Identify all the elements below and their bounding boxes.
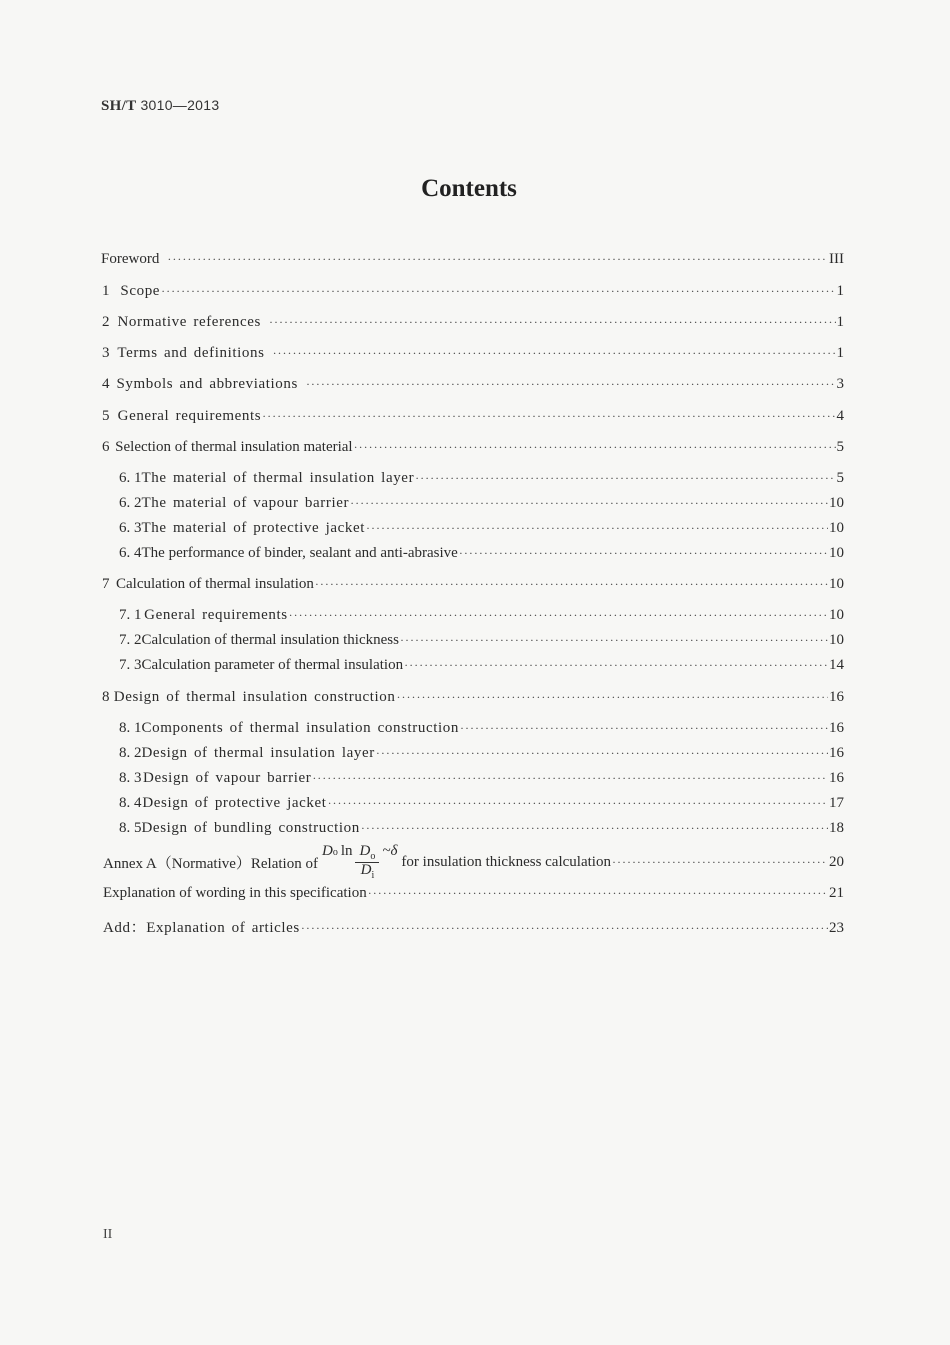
dot-leader	[397, 690, 829, 705]
toc-label: Selection of thermal insulation material	[115, 439, 353, 455]
toc-label: Normative references	[117, 314, 261, 330]
toc-page: 16	[829, 745, 844, 761]
toc-entry-6-4[interactable]	[0, 545, 950, 562]
toc-entry-section-7[interactable]	[0, 576, 950, 593]
toc-page: 10	[829, 545, 844, 561]
toc-entry-explanation[interactable]	[0, 885, 950, 902]
toc-label: Design of thermal insulation layer	[141, 745, 375, 761]
dot-leader	[366, 521, 828, 536]
dot-leader	[459, 546, 828, 561]
toc-page: III	[829, 251, 844, 267]
annex-formula	[322, 843, 397, 882]
toc-number: 6	[102, 439, 110, 455]
formula-ln: ln	[340, 842, 353, 859]
dot-leader	[306, 377, 836, 392]
dot-leader	[404, 658, 828, 673]
toc-entry-7-1[interactable]	[0, 607, 950, 624]
toc-page: 20	[829, 853, 844, 870]
toc-label-suffix: for insulation thickness calculation	[401, 853, 611, 870]
toc-number: 7. 3	[119, 657, 142, 673]
toc-page: 1	[836, 314, 844, 330]
fraction-numerator	[355, 844, 379, 864]
toc-page: 10	[829, 607, 844, 623]
toc-page: 3	[836, 376, 844, 392]
page-number: II	[103, 1227, 113, 1242]
toc-page: 14	[829, 657, 844, 673]
fraction-denominator	[357, 863, 379, 882]
toc-page: 21	[829, 885, 844, 901]
toc-label: The material of vapour barrier	[141, 495, 350, 511]
toc-label: Calculation of thermal insulation thickness	[141, 632, 399, 648]
toc-label: The performance of binder, sealant and anti-abrasive	[141, 545, 458, 561]
toc-entry-section-1[interactable]	[0, 283, 950, 300]
toc-page: 5	[836, 470, 844, 486]
toc-entry-section-3[interactable]	[0, 345, 950, 362]
dot-leader	[400, 633, 828, 648]
toc-page: 23	[829, 920, 844, 936]
toc-label: Design of thermal insulation construction	[113, 689, 396, 705]
dot-leader	[376, 746, 828, 761]
toc-entry-section-6[interactable]	[0, 439, 950, 456]
toc-page: 4	[836, 408, 844, 424]
toc-label: Symbols and abbreviations	[116, 376, 298, 392]
toc-page: 10	[829, 576, 844, 592]
toc-entry-8-3[interactable]	[0, 770, 950, 787]
toc-page: 1	[836, 345, 844, 361]
toc-page: 1	[836, 283, 844, 299]
toc-label: Terms and definitions	[117, 345, 265, 361]
toc-number: 6. 3	[119, 520, 142, 536]
denominator-sub: i	[371, 870, 375, 881]
toc-number: 8. 5	[119, 820, 142, 836]
dot-leader	[312, 771, 828, 786]
toc-entry-section-5[interactable]	[0, 408, 950, 425]
toc-entry-foreword[interactable]	[0, 251, 950, 268]
toc-number: 8. 2	[119, 745, 142, 761]
toc-number: 5	[102, 408, 110, 424]
toc-label: Components of thermal insulation construction	[141, 720, 459, 736]
toc-number: 7. 2	[119, 632, 142, 648]
formula-tilde-delta: ~δ	[382, 842, 398, 859]
toc-entry-8-2[interactable]	[0, 745, 950, 762]
dot-leader	[350, 496, 828, 511]
toc-label: Design of vapour barrier	[143, 770, 312, 786]
numerator-sub: o	[370, 850, 376, 862]
toc-entry-7-3[interactable]	[0, 657, 950, 674]
toc-number: 8. 1	[119, 720, 142, 736]
toc-number: 7. 1	[119, 607, 142, 623]
dot-leader	[161, 284, 835, 299]
formula-d: D	[321, 842, 333, 859]
toc-entry-annex-a[interactable]	[0, 842, 950, 882]
toc-number: 3	[102, 345, 110, 361]
numerator-d: D	[359, 842, 371, 859]
toc-label: Add：Explanation of articles	[103, 920, 300, 936]
toc-number: 7	[102, 576, 110, 592]
formula-fraction	[355, 844, 379, 882]
toc-label: Explanation of wording in this specification	[103, 885, 367, 901]
dot-leader	[612, 855, 828, 870]
dot-leader	[368, 886, 828, 901]
toc-page: 10	[829, 495, 844, 511]
dot-leader	[460, 721, 828, 736]
toc-label: Design of protective jacket	[142, 795, 327, 811]
toc-label: The material of thermal insulation layer	[141, 470, 415, 486]
page-title: Contents	[421, 175, 517, 202]
toc-number: 4	[102, 376, 110, 392]
toc-number: 2	[102, 314, 110, 330]
toc-label: General requirements	[144, 607, 288, 623]
dot-leader	[167, 252, 828, 267]
toc-label: Calculation parameter of thermal insulation	[141, 657, 404, 673]
dot-leader	[289, 608, 828, 623]
toc-number: 6. 2	[119, 495, 142, 511]
dot-leader	[354, 440, 836, 455]
toc-page: 10	[829, 520, 844, 536]
dot-leader	[301, 921, 828, 936]
dot-leader	[273, 346, 836, 361]
toc-label: Design of bundling construction	[141, 820, 360, 836]
toc-label: Scope	[120, 283, 161, 299]
toc-entry-section-2[interactable]	[0, 314, 950, 331]
toc-number: 6. 1	[119, 470, 142, 486]
dot-leader	[269, 315, 836, 330]
toc-entry-6-2[interactable]	[0, 495, 950, 512]
toc-entry-8-4[interactable]	[0, 795, 950, 812]
toc-entry-section-4[interactable]	[0, 376, 950, 393]
toc-entry-6-3[interactable]	[0, 520, 950, 537]
toc-page: 16	[829, 689, 844, 705]
toc-number: 1	[102, 283, 110, 299]
toc-label: Annex A（Normative）Relation of	[103, 855, 318, 872]
toc-label: Calculation of thermal insulation	[116, 576, 314, 592]
toc-page: 16	[829, 720, 844, 736]
toc-number: 6. 4	[119, 545, 142, 561]
toc-number: 8. 4	[119, 795, 142, 811]
toc-label: General requirements	[117, 408, 262, 424]
toc-entry-add[interactable]	[0, 916, 950, 937]
toc-label: The material of protective jacket	[141, 520, 366, 536]
toc-label: Foreword	[101, 251, 160, 267]
dot-leader	[415, 471, 835, 486]
standard-code-number: 3010—2013	[140, 97, 220, 113]
toc-number: 8	[102, 689, 110, 705]
dot-leader	[328, 796, 828, 811]
toc-number: 8. 3	[119, 770, 142, 786]
toc-page: 17	[829, 795, 844, 811]
toc-entry-8-1[interactable]	[0, 720, 950, 737]
standard-code	[101, 97, 219, 115]
toc-entry-7-2[interactable]	[0, 632, 950, 649]
dot-leader	[315, 577, 828, 592]
dot-leader	[361, 821, 828, 836]
toc-page: 16	[829, 770, 844, 786]
standard-code-prefix: SH/T	[101, 98, 137, 114]
formula-sub-o: o	[332, 846, 338, 858]
toc-entry-6-1[interactable]	[0, 470, 950, 487]
toc-page: 5	[836, 439, 844, 455]
denominator-d: D	[360, 862, 372, 878]
toc-page: 18	[829, 820, 844, 836]
toc-page: 10	[829, 632, 844, 648]
toc-entry-8-5[interactable]	[0, 820, 950, 837]
dot-leader	[262, 409, 835, 424]
toc-entry-section-8[interactable]	[0, 689, 950, 706]
